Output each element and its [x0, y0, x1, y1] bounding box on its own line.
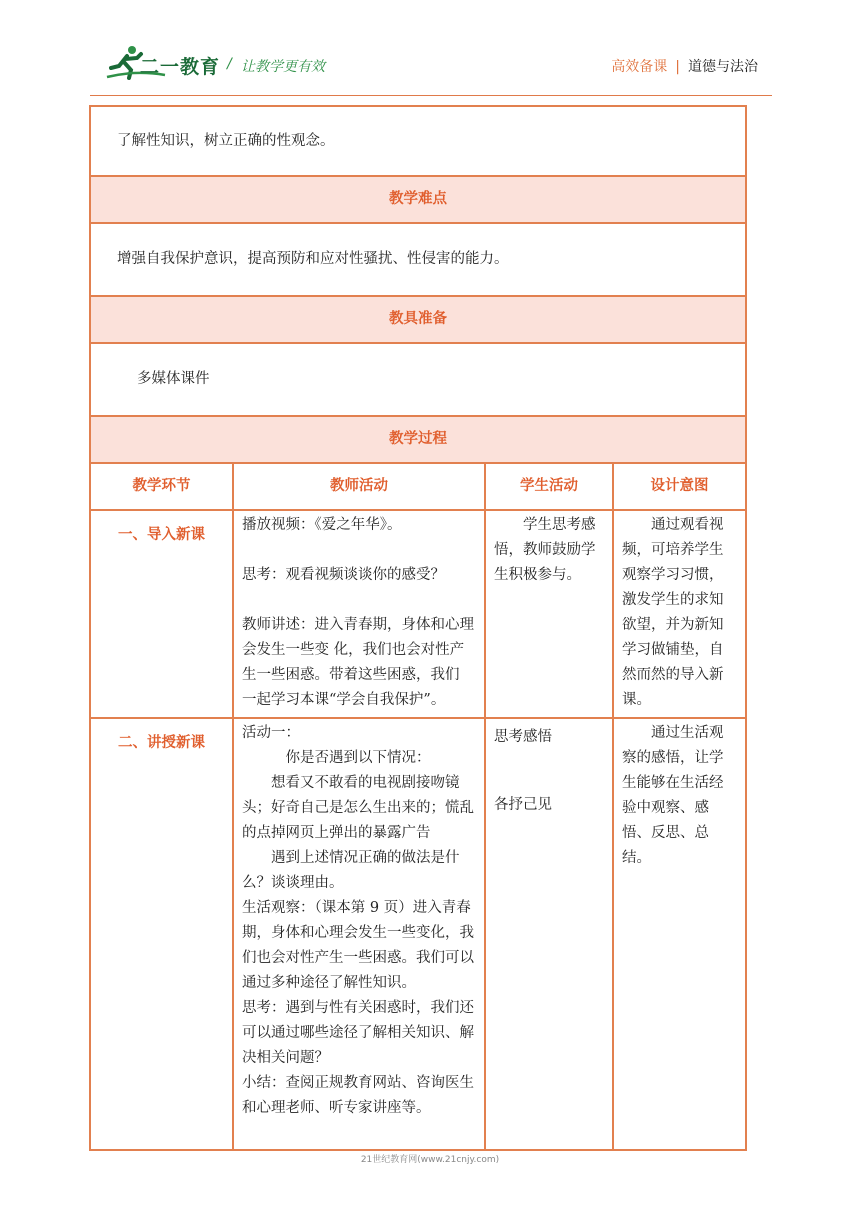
- header-rule: [90, 95, 772, 96]
- student-text: 思考感悟: [494, 729, 552, 745]
- teacher-activity-new: [233, 718, 485, 1150]
- difficulty-title: 教学难点: [90, 176, 746, 223]
- stage-new: 二、讲授新课: [90, 718, 233, 1150]
- student-activity-new: [485, 718, 613, 1150]
- lesson-table: [89, 105, 747, 1151]
- spacer: [494, 750, 604, 775]
- table-row: [90, 510, 746, 718]
- process-title: 教学过程: [90, 416, 746, 463]
- slogan-divider: /: [227, 56, 232, 72]
- teacher-line: 播放视频：《爱之年华》。: [242, 517, 402, 533]
- teacher-line: 活动一：: [242, 725, 300, 741]
- spacer: [242, 538, 476, 563]
- header-label-subject: 道德与法治: [688, 59, 758, 75]
- teacher-line: 思考：遇到与性有关困惑时，我们还可以通过哪些途径了解相关知识、解决相关问题？: [242, 1000, 474, 1066]
- student-text: 学生思考感悟，教师鼓励学生积极参与。: [494, 517, 596, 583]
- header-right: [611, 56, 758, 76]
- table-row: [90, 718, 746, 1150]
- col-header-stage: 教学环节: [90, 463, 233, 510]
- slogan: 让教学更有效: [241, 59, 325, 75]
- intent-new: [613, 718, 746, 1150]
- intent-text: 通过生活观察的感悟，让学生能够在生活经验中观察、感悟、反思、总结。: [622, 725, 724, 866]
- student-text: 各抒己见: [494, 797, 552, 813]
- brand-name: 二一教育: [140, 56, 221, 78]
- teacher-line: 你是否遇到以下情况：: [285, 750, 431, 766]
- teacher-line: 遇到上述情况正确的做法是什么？谈谈理由。: [242, 850, 460, 891]
- teacher-line: 思考：观看视频谈谈你的感受？: [242, 567, 445, 583]
- objective-text: 了解性知识，树立正确的性观念。: [90, 106, 746, 176]
- prep-title: 教具准备: [90, 296, 746, 343]
- page-header: [0, 0, 860, 95]
- difficulty-text: 增强自我保护意识，提高预防和应对性骚扰、性侵害的能力。: [90, 223, 746, 296]
- page-footer: 21世纪教育网(www.21cnjy.com): [360, 1155, 500, 1165]
- teacher-line: 生活观察：（课本第 9 页）进入青春期，身体和心理会发生一些变化，我们也会对性产生一些困惑。我们可以通过多种途径了解性知识。: [242, 900, 474, 991]
- teacher-line: 小结：查阅正规教育网站、咨询医生和心理老师、听专家讲座等。: [242, 1075, 474, 1116]
- teacher-line: 想看又不敢看的电视剧接吻镜头；好奇自己是怎么生出来的；慌乱的点掉网页上弹出的暴露广告: [242, 775, 474, 841]
- col-header-intent: 设计意图: [613, 463, 746, 510]
- teacher-line: 教师讲述：进入青春期，身体和心理会发生一些变 化，我们也会对性产生一些困惑。带着这些困惑，我们 一起学习本课“学会自我保护”。: [242, 617, 474, 708]
- header-divider: |: [675, 59, 680, 75]
- col-header-teacher: 教师活动: [233, 463, 485, 510]
- student-activity-intro: [485, 510, 613, 718]
- intent-text: 通过观看视频，可培养学生观察学习习惯，激发学生的求知欲望，并为新知学习做铺垫，自然而然的导入新课。: [622, 517, 724, 708]
- spacer: [242, 588, 476, 613]
- prep-text: 多媒体课件: [90, 343, 746, 416]
- teacher-activity-intro: [233, 510, 485, 718]
- stage-intro: 一、导入新课: [90, 510, 233, 718]
- col-header-student: 学生活动: [485, 463, 613, 510]
- header-label-prep: 高效备课: [611, 59, 668, 75]
- intent-intro: [613, 510, 746, 718]
